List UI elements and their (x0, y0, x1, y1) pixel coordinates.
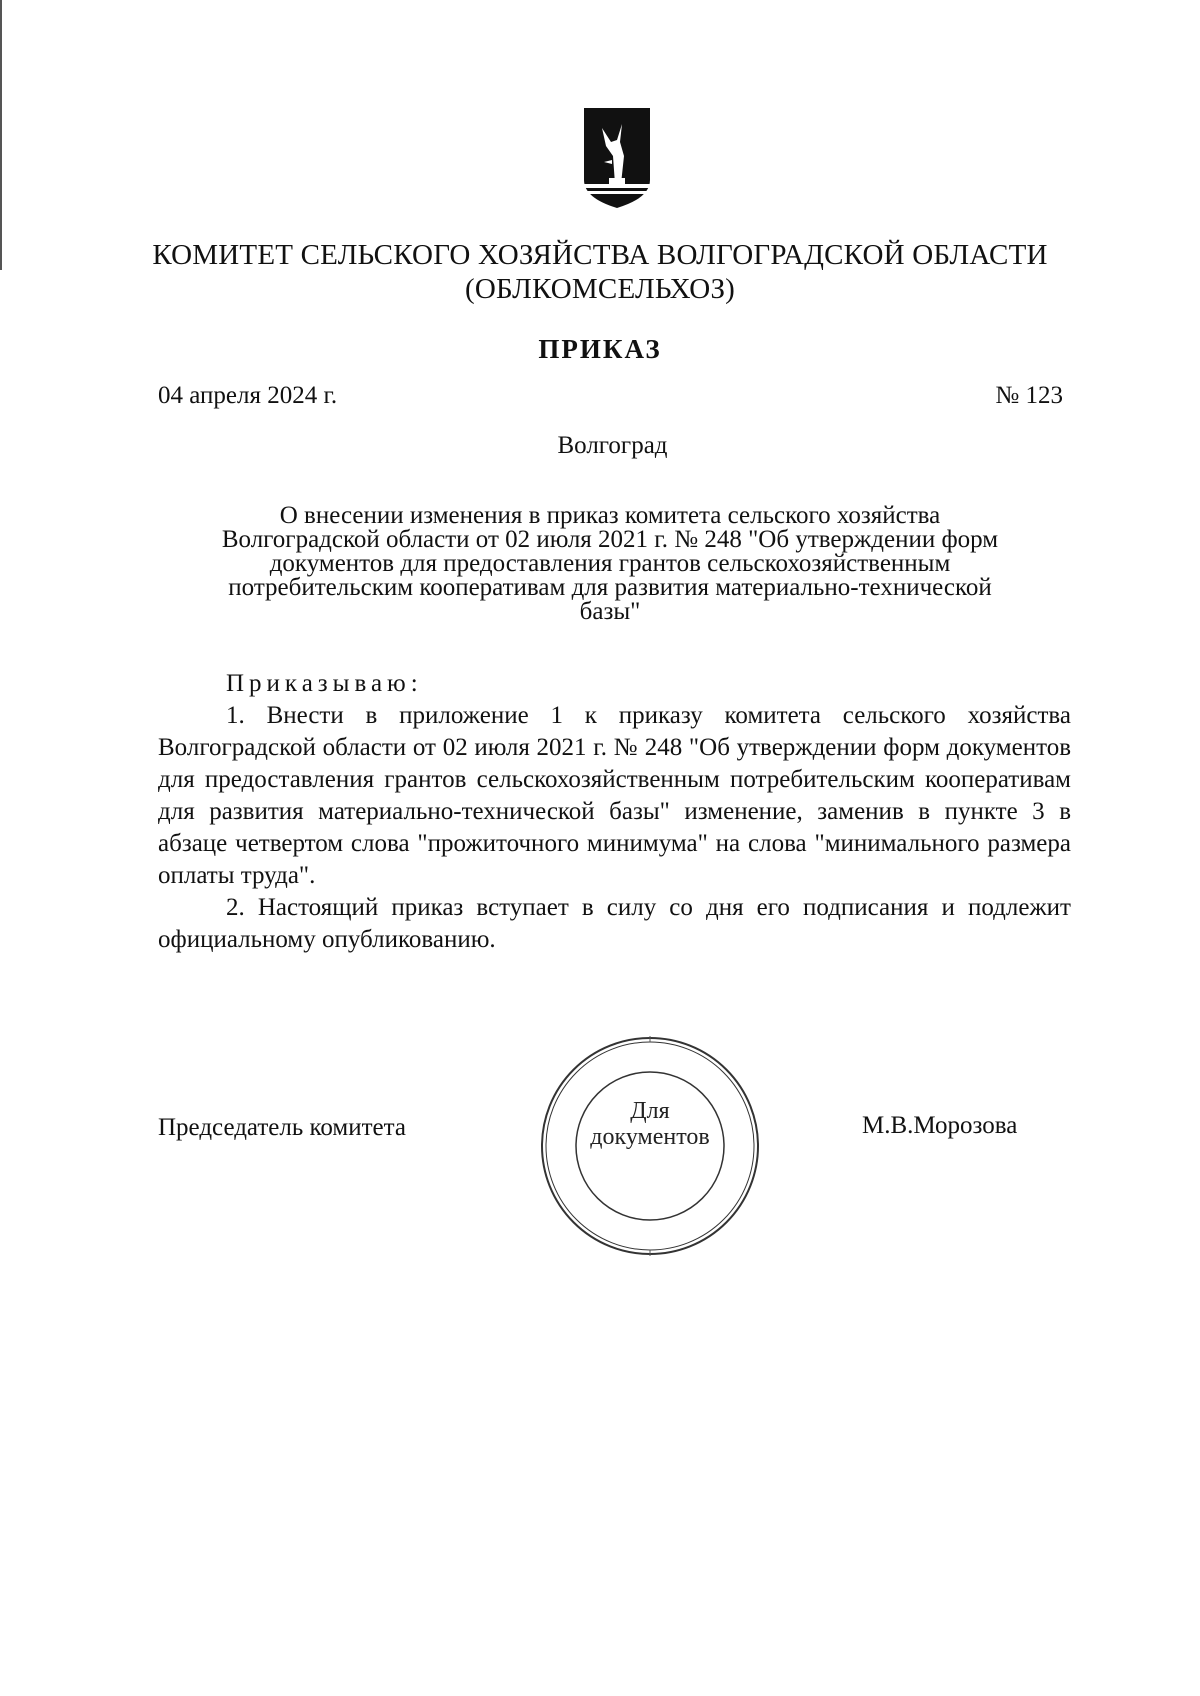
seal-center-line1: Для (630, 1098, 670, 1124)
document-number: № 123 (995, 382, 1063, 409)
organization-name-line2: (ОБЛКОМСЕЛЬХОЗ) (464, 273, 736, 305)
subject-line: Волгоградской области от 02 июля 2021 г. № 248 "Об утверждении форм (221, 526, 999, 553)
coat-of-arms-emblem (582, 106, 652, 210)
document-date: 04 апреля 2024 г. (158, 382, 338, 409)
signatory-title: Председатель комитета (158, 1114, 406, 1141)
document-body (158, 668, 1071, 956)
signatory-name: М.В.Морозова (862, 1112, 1018, 1139)
document-subject (160, 504, 1060, 624)
body-paragraph-2: 2. Настоящий приказ вступает в силу со дня его подписания и подлежит официальному опубликованию. (158, 894, 1071, 953)
organization-name (150, 238, 1050, 306)
subject-line: документов для предоставления грантов сельскохозяйственным (269, 550, 951, 577)
body-paragraph-1: 1. Внести в приложение 1 к приказу комитета сельского хозяйства Волгоградской области от 02 июля 2021 г. № 248 "Об утверждении форм документов для предоставления грантов сельскохозяйственным потребительским кооперативам для развития материально-технической базы" изменение, заменив в пункте 3 в абзаце четвертом слова "прожиточного минимума" на слова "минимального размера оплаты труда". (158, 702, 1071, 889)
subject-line: О внесении изменения в приказ комитета сельского хозяйства (279, 502, 941, 529)
seal-center-line2: документов (590, 1124, 710, 1150)
document-city: Волгоград (557, 432, 668, 459)
subject-line: потребительским кооперативам для развития материально-технической (228, 574, 992, 601)
order-word: Приказываю: (226, 670, 423, 697)
subject-line: базы" (579, 598, 641, 625)
organization-name-line1: КОМИТЕТ СЕЛЬСКОГО ХОЗЯЙСТВА ВОЛГОГРАДСКОЙ ОБЛАСТИ (152, 239, 1048, 271)
scan-edge-mark (0, 0, 2, 270)
document-type: ПРИКАЗ (538, 334, 662, 364)
seal-center-text (565, 1098, 735, 1150)
